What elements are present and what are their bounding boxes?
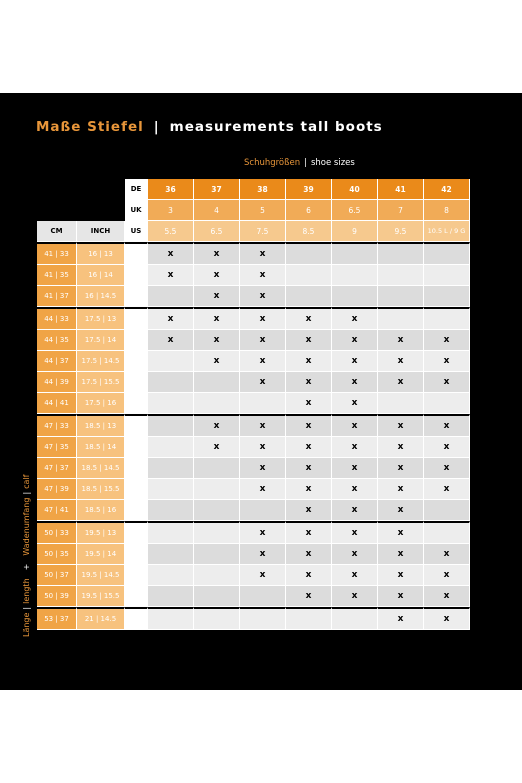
empty-cell: [148, 372, 194, 393]
empty-cell: [424, 307, 470, 330]
fit-mark: x: [378, 414, 424, 437]
fit-mark: x: [378, 372, 424, 393]
cm-measurement: 47 | 35: [37, 437, 77, 458]
empty-cell: [378, 265, 424, 286]
fit-mark: x: [378, 586, 424, 607]
spacer-cell: [125, 607, 148, 630]
fit-mark: x: [424, 544, 470, 565]
us-size-row: [37, 221, 470, 242]
inch-measurement: 17.5 | 14.5: [77, 351, 125, 372]
fit-mark: x: [424, 458, 470, 479]
empty-cell: [378, 307, 424, 330]
cm-measurement: 41 | 37: [37, 286, 77, 307]
spacer-cell: [125, 521, 148, 544]
empty-cell: [194, 479, 240, 500]
table-row: [37, 437, 470, 458]
table-row: [37, 393, 470, 414]
empty-cell: [286, 242, 332, 265]
spacer-cell: [125, 372, 148, 393]
fit-mark: x: [286, 521, 332, 544]
fit-mark: x: [148, 242, 194, 265]
inch-measurement: 16 | 14.5: [77, 286, 125, 307]
de-size: 36: [148, 179, 194, 200]
fit-mark: x: [240, 521, 286, 544]
cm-measurement: 50 | 37: [37, 565, 77, 586]
label-length-en: length: [22, 578, 31, 604]
fit-mark: x: [378, 607, 424, 630]
de-size-row: [37, 179, 470, 200]
fit-mark: x: [240, 351, 286, 372]
label-calf-de: Wadenumfang: [22, 497, 31, 556]
empty-cell: [148, 500, 194, 521]
empty-cell: [194, 458, 240, 479]
spacer-cell: [125, 265, 148, 286]
cm-measurement: 47 | 39: [37, 479, 77, 500]
cm-measurement: 41 | 33: [37, 242, 77, 265]
fit-mark: x: [286, 479, 332, 500]
fit-mark: x: [240, 437, 286, 458]
empty-cell: [378, 286, 424, 307]
table-row: [37, 458, 470, 479]
empty-cell: [148, 544, 194, 565]
fit-mark: x: [378, 330, 424, 351]
fit-mark: x: [286, 565, 332, 586]
blank-cell: [77, 179, 125, 200]
fit-mark: x: [240, 265, 286, 286]
spacer-cell: [125, 565, 148, 586]
title-separator: |: [153, 119, 160, 135]
uk-size: 8: [424, 200, 470, 221]
cm-measurement: 44 | 37: [37, 351, 77, 372]
us-size: 10.5 L / 9 G: [424, 221, 470, 242]
table-row: [37, 351, 470, 372]
cm-measurement: 50 | 35: [37, 544, 77, 565]
empty-cell: [194, 544, 240, 565]
inch-measurement: 17.5 | 14: [77, 330, 125, 351]
us-size: 5.5: [148, 221, 194, 242]
blank-cell: [77, 200, 125, 221]
empty-cell: [424, 521, 470, 544]
spacer-cell: [125, 458, 148, 479]
uk-size: 4: [194, 200, 240, 221]
table-row: [37, 544, 470, 565]
inch-measurement: 18.5 | 16: [77, 500, 125, 521]
inch-measurement: 19.5 | 14.5: [77, 565, 125, 586]
uk-size: 6: [286, 200, 332, 221]
fit-mark: x: [332, 330, 378, 351]
fit-mark: x: [286, 414, 332, 437]
fit-mark: x: [378, 437, 424, 458]
blank-cell: [37, 179, 77, 200]
fit-mark: x: [332, 500, 378, 521]
inch-measurement: 18.5 | 14: [77, 437, 125, 458]
fit-mark: x: [332, 372, 378, 393]
empty-cell: [332, 242, 378, 265]
empty-cell: [424, 286, 470, 307]
table-row: [37, 607, 470, 630]
fit-mark: x: [332, 479, 378, 500]
fit-mark: x: [424, 414, 470, 437]
fit-mark: x: [332, 586, 378, 607]
inch-measurement: 19.5 | 13: [77, 521, 125, 544]
fit-mark: x: [378, 500, 424, 521]
de-label: DE: [125, 179, 148, 200]
empty-cell: [148, 479, 194, 500]
spacer-cell: [125, 286, 148, 307]
empty-cell: [148, 607, 194, 630]
cm-measurement: 47 | 33: [37, 414, 77, 437]
fit-mark: x: [332, 414, 378, 437]
empty-cell: [148, 393, 194, 414]
fit-mark: x: [332, 544, 378, 565]
fit-mark: x: [378, 479, 424, 500]
spacer-cell: [125, 437, 148, 458]
us-size: 9: [332, 221, 378, 242]
us-size: 9.5: [378, 221, 424, 242]
empty-cell: [332, 265, 378, 286]
fit-mark: x: [286, 372, 332, 393]
inch-measurement: 18.5 | 13: [77, 414, 125, 437]
uk-size: 3: [148, 200, 194, 221]
empty-cell: [194, 607, 240, 630]
inch-measurement: 21 | 14.5: [77, 607, 125, 630]
empty-cell: [240, 393, 286, 414]
inch-measurement: 16 | 14: [77, 265, 125, 286]
inch-measurement: 18.5 | 15.5: [77, 479, 125, 500]
inch-column-header: INCH: [77, 221, 125, 242]
fit-mark: x: [240, 286, 286, 307]
fit-mark: x: [286, 307, 332, 330]
de-size: 37: [194, 179, 240, 200]
us-size: 6.5: [194, 221, 240, 242]
de-size: 41: [378, 179, 424, 200]
fit-mark: x: [424, 351, 470, 372]
cm-column-header: CM: [37, 221, 77, 242]
empty-cell: [148, 521, 194, 544]
empty-cell: [378, 393, 424, 414]
cm-measurement: 53 | 37: [37, 607, 77, 630]
fit-mark: x: [194, 307, 240, 330]
empty-cell: [424, 500, 470, 521]
fit-mark: x: [424, 372, 470, 393]
cm-measurement: 44 | 39: [37, 372, 77, 393]
empty-cell: [194, 500, 240, 521]
empty-cell: [148, 565, 194, 586]
table-row: [37, 414, 470, 437]
table-row: [37, 265, 470, 286]
table-row: [37, 521, 470, 544]
uk-size: 6.5: [332, 200, 378, 221]
cm-measurement: 44 | 41: [37, 393, 77, 414]
empty-cell: [148, 437, 194, 458]
spacer-cell: [125, 544, 148, 565]
fit-mark: x: [378, 565, 424, 586]
fit-mark: x: [332, 351, 378, 372]
fit-mark: x: [332, 458, 378, 479]
table-row: [37, 286, 470, 307]
spacer-cell: [125, 351, 148, 372]
fit-mark: x: [424, 607, 470, 630]
uk-size: 5: [240, 200, 286, 221]
empty-cell: [240, 500, 286, 521]
title-german: Maße Stiefel: [36, 119, 144, 135]
inch-measurement: 19.5 | 15.5: [77, 586, 125, 607]
fit-mark: x: [378, 521, 424, 544]
size-table: [37, 179, 470, 630]
caption-german: Schuhgrößen: [244, 158, 301, 168]
fit-mark: x: [378, 544, 424, 565]
spacer-cell: [125, 586, 148, 607]
empty-cell: [148, 286, 194, 307]
table-row: [37, 479, 470, 500]
fit-mark: x: [240, 307, 286, 330]
empty-cell: [332, 286, 378, 307]
cm-measurement: 44 | 35: [37, 330, 77, 351]
spacer-cell: [125, 479, 148, 500]
spacer-cell: [125, 500, 148, 521]
title-english: measurements tall boots: [169, 119, 383, 135]
cm-measurement: 47 | 41: [37, 500, 77, 521]
fit-mark: x: [148, 265, 194, 286]
label-sep-2: |: [22, 491, 31, 495]
fit-mark: x: [424, 586, 470, 607]
fit-mark: x: [332, 521, 378, 544]
size-chart-panel: [0, 93, 522, 690]
fit-mark: x: [240, 458, 286, 479]
empty-cell: [148, 586, 194, 607]
empty-cell: [194, 521, 240, 544]
empty-cell: [424, 393, 470, 414]
spacer-cell: [125, 242, 148, 265]
fit-mark: x: [240, 414, 286, 437]
inch-measurement: 18.5 | 14.5: [77, 458, 125, 479]
fit-mark: x: [194, 265, 240, 286]
us-size: 7.5: [240, 221, 286, 242]
empty-cell: [194, 393, 240, 414]
de-size: 39: [286, 179, 332, 200]
spacer-cell: [125, 393, 148, 414]
spacer-cell: [125, 307, 148, 330]
fit-mark: x: [332, 393, 378, 414]
fit-mark: x: [286, 351, 332, 372]
fit-mark: x: [194, 330, 240, 351]
fit-mark: x: [332, 437, 378, 458]
cm-measurement: 50 | 39: [37, 586, 77, 607]
table-row: [37, 586, 470, 607]
empty-cell: [332, 607, 378, 630]
table-row: [37, 500, 470, 521]
empty-cell: [148, 414, 194, 437]
empty-cell: [286, 265, 332, 286]
fit-mark: x: [378, 351, 424, 372]
fit-mark: x: [194, 351, 240, 372]
fit-mark: x: [424, 479, 470, 500]
us-label: US: [125, 221, 148, 242]
shoe-sizes-caption: [244, 158, 355, 168]
label-calf-en: calf: [22, 474, 31, 489]
cm-measurement: 41 | 35: [37, 265, 77, 286]
table-row: [37, 307, 470, 330]
cm-measurement: 47 | 37: [37, 458, 77, 479]
de-size: 38: [240, 179, 286, 200]
fit-mark: x: [424, 565, 470, 586]
fit-mark: x: [194, 437, 240, 458]
fit-mark: x: [286, 586, 332, 607]
fit-mark: x: [286, 500, 332, 521]
empty-cell: [194, 586, 240, 607]
fit-mark: x: [194, 242, 240, 265]
fit-mark: x: [286, 330, 332, 351]
fit-mark: x: [332, 307, 378, 330]
fit-mark: x: [424, 437, 470, 458]
uk-label: UK: [125, 200, 148, 221]
fit-mark: x: [286, 437, 332, 458]
fit-mark: x: [286, 458, 332, 479]
fit-mark: x: [332, 565, 378, 586]
fit-mark: x: [148, 330, 194, 351]
inch-measurement: 16 | 13: [77, 242, 125, 265]
fit-mark: x: [378, 458, 424, 479]
empty-cell: [240, 586, 286, 607]
uk-size: 7: [378, 200, 424, 221]
fit-mark: x: [194, 414, 240, 437]
fit-mark: x: [240, 242, 286, 265]
empty-cell: [286, 286, 332, 307]
inch-measurement: 19.5 | 14: [77, 544, 125, 565]
row-axis-label: [22, 475, 31, 638]
caption-separator: |: [304, 158, 307, 168]
cm-measurement: 50 | 33: [37, 521, 77, 544]
inch-measurement: 17.5 | 15.5: [77, 372, 125, 393]
empty-cell: [148, 351, 194, 372]
fit-mark: x: [240, 372, 286, 393]
blank-cell: [37, 200, 77, 221]
fit-mark: x: [424, 330, 470, 351]
label-plus: +: [22, 563, 31, 571]
us-size: 8.5: [286, 221, 332, 242]
table-row: [37, 242, 470, 265]
empty-cell: [424, 265, 470, 286]
table-row: [37, 330, 470, 351]
fit-mark: x: [240, 544, 286, 565]
spacer-cell: [125, 330, 148, 351]
table-row: [37, 565, 470, 586]
cm-measurement: 44 | 33: [37, 307, 77, 330]
fit-mark: x: [240, 479, 286, 500]
empty-cell: [240, 607, 286, 630]
spacer-cell: [125, 414, 148, 437]
fit-mark: x: [240, 565, 286, 586]
label-sep-1: |: [22, 606, 31, 610]
fit-mark: x: [148, 307, 194, 330]
empty-cell: [148, 458, 194, 479]
uk-size-row: [37, 200, 470, 221]
de-size: 40: [332, 179, 378, 200]
empty-cell: [194, 565, 240, 586]
caption-english: shoe sizes: [310, 158, 355, 168]
fit-mark: x: [240, 330, 286, 351]
inch-measurement: 17.5 | 16: [77, 393, 125, 414]
fit-mark: x: [286, 393, 332, 414]
label-length-de: Länge: [22, 612, 31, 637]
empty-cell: [194, 372, 240, 393]
empty-cell: [286, 607, 332, 630]
empty-cell: [424, 242, 470, 265]
table-row: [37, 372, 470, 393]
fit-mark: x: [286, 544, 332, 565]
de-size: 42: [424, 179, 470, 200]
fit-mark: x: [194, 286, 240, 307]
inch-measurement: 17.5 | 13: [77, 307, 125, 330]
empty-cell: [378, 242, 424, 265]
chart-title: [36, 119, 383, 135]
